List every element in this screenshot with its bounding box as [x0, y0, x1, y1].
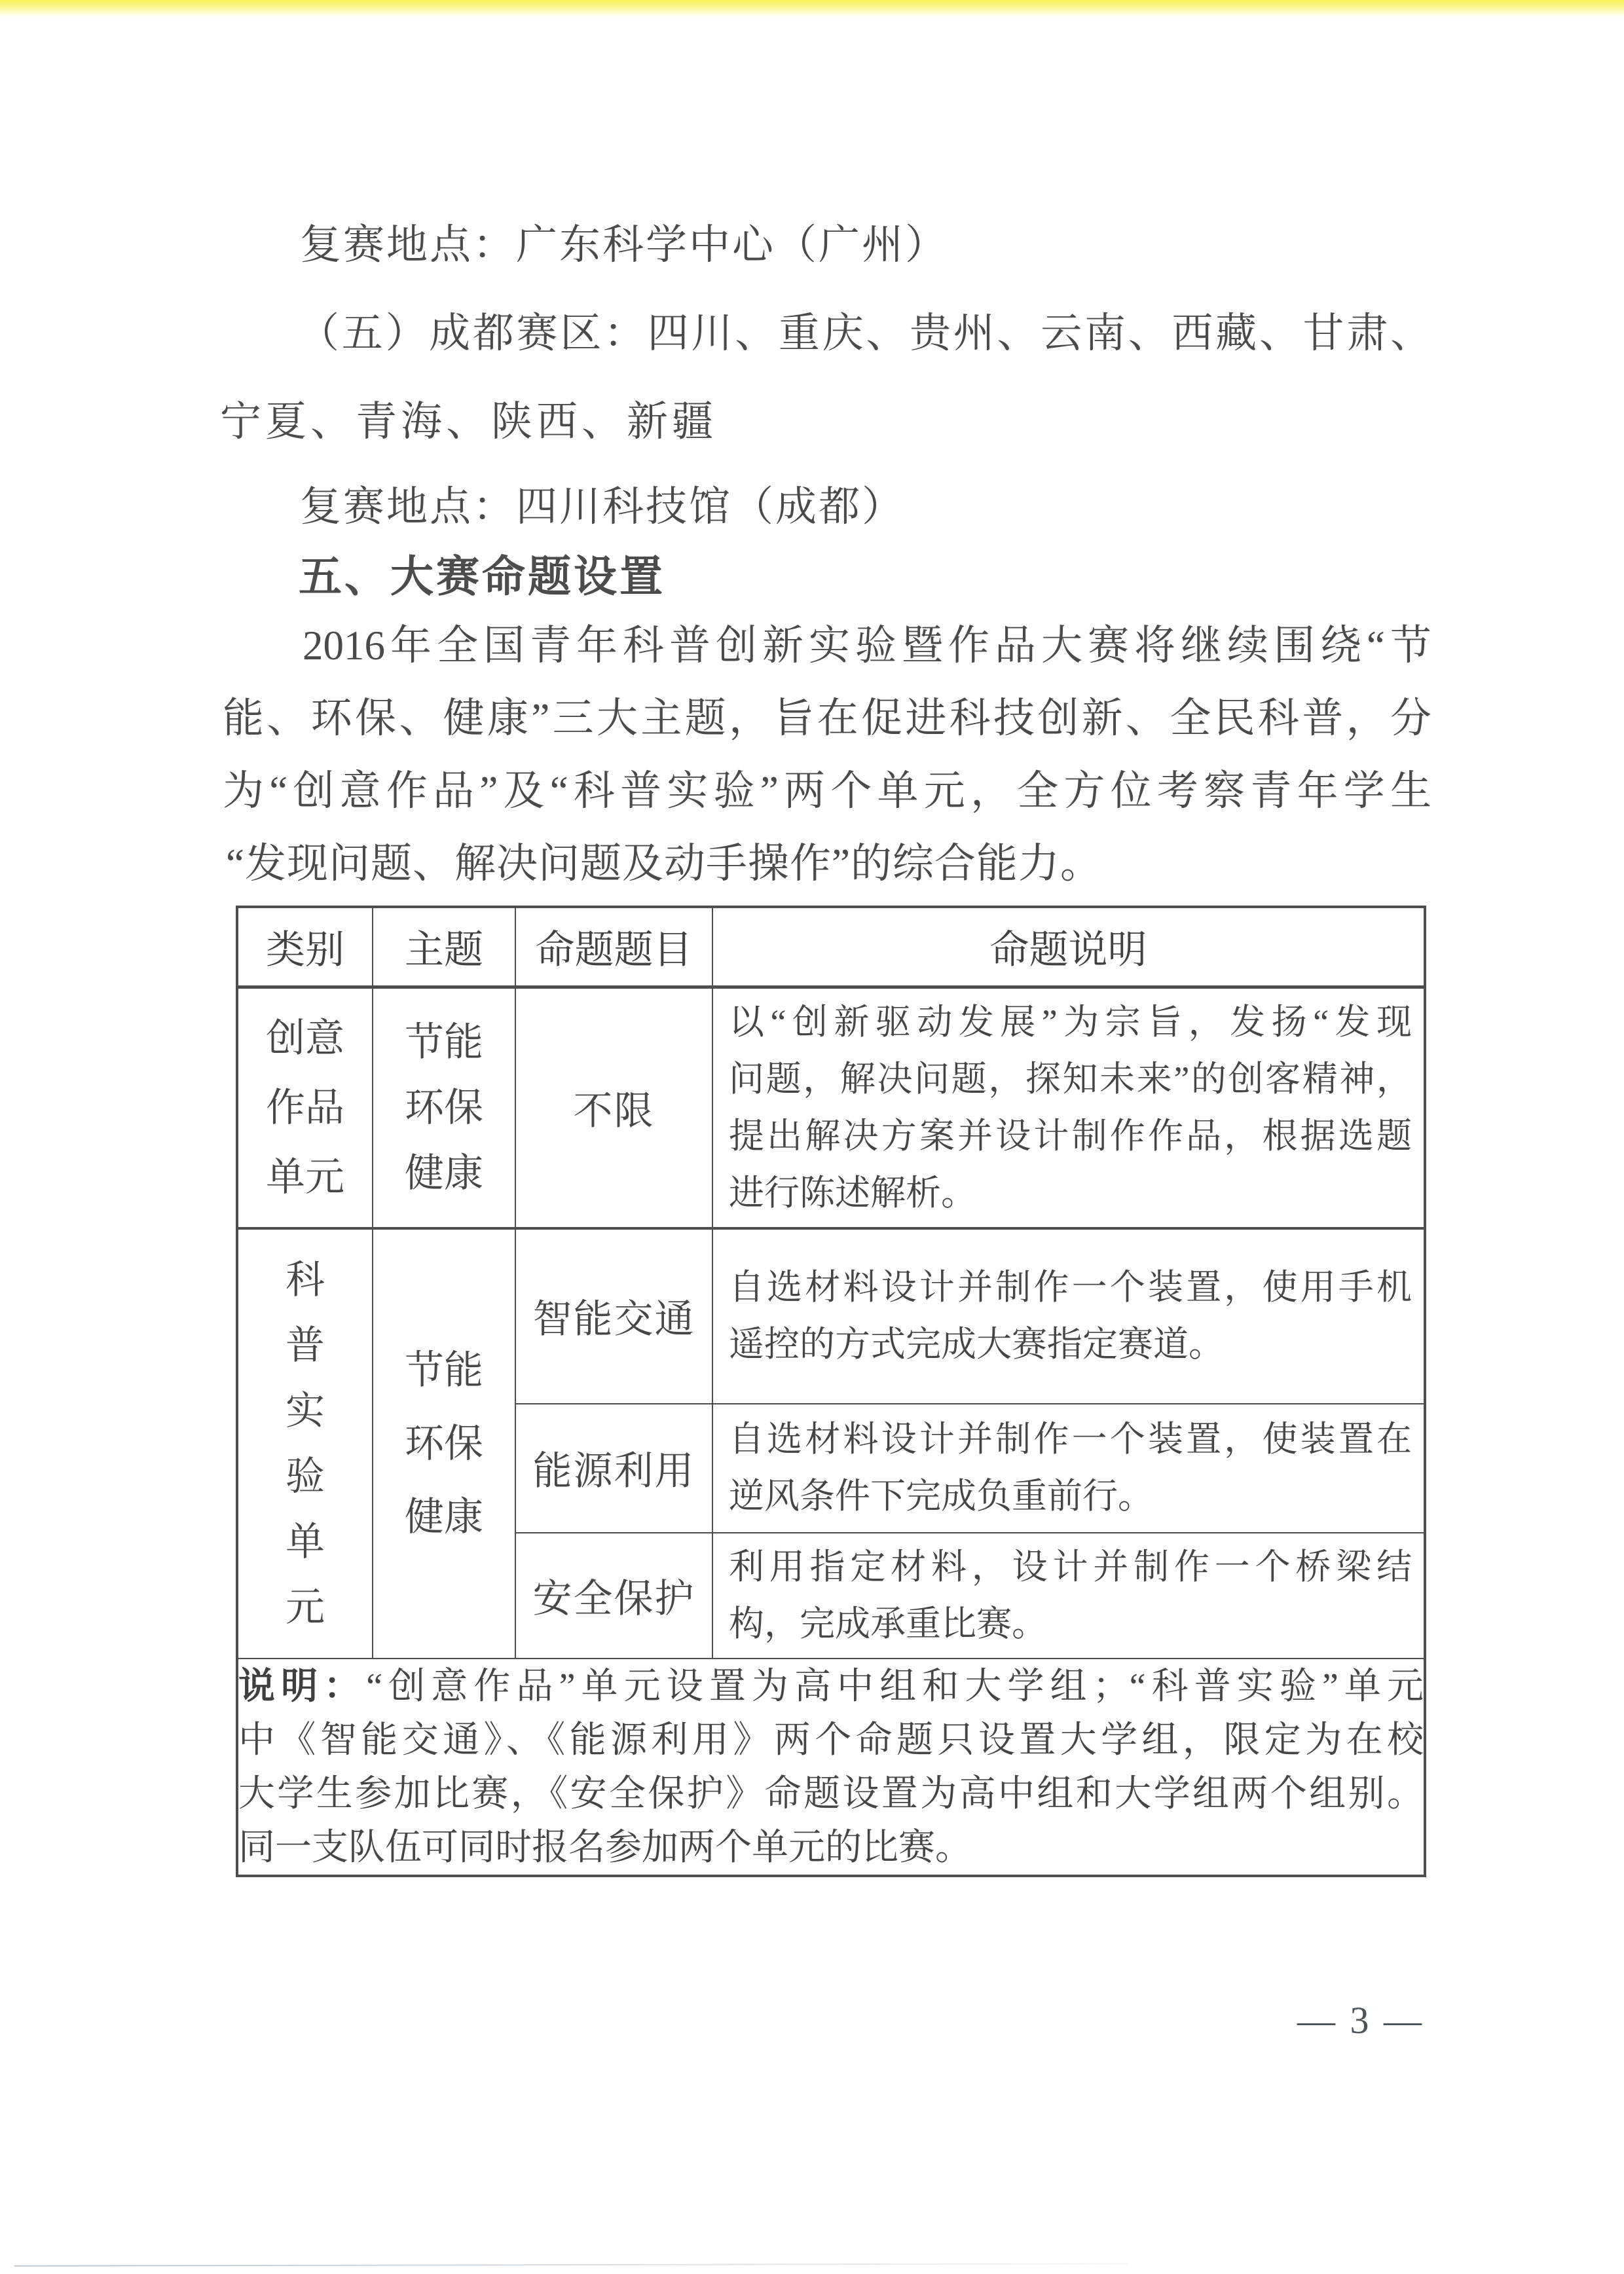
- creative-theme-line: 节能: [405, 1020, 483, 1064]
- note-line: 中《智能交通》、《能源利用》两个命题只设置大学组，限定为在校: [238, 1719, 1424, 1761]
- traffic-topic-cell: [515, 1228, 712, 1404]
- header-cell-category: 类别: [237, 907, 373, 987]
- paragraph-line-1: 2016年全国青年科普创新实验暨作品大赛将继续围绕“节: [303, 623, 1431, 669]
- note-line: 同一支队伍可同时报名参加两个单元的比赛。: [238, 1827, 972, 1868]
- experiment-category-char: 单: [286, 1520, 325, 1564]
- traffic-desc-line: 自选材料设计并制作一个装置，使用手机: [729, 1268, 1412, 1307]
- safety-topic-label: 安全保护: [532, 1577, 695, 1621]
- body-text-line-3: 宁夏、青海、陕西、新疆: [220, 399, 717, 445]
- energy-topic-label: 能源利用: [532, 1450, 695, 1493]
- header-cell-theme: 主题: [373, 907, 515, 987]
- creative-desc-line: 问题，解决问题，探知未来”的创客精神，: [729, 1059, 1412, 1099]
- creative-category-line: 创意: [266, 1016, 344, 1060]
- section-heading: 五、大赛命题设置: [299, 552, 665, 600]
- creative-desc-line: 提出解决方案并设计制作作品，根据选题: [729, 1116, 1412, 1156]
- experiment-category-char: 验: [286, 1454, 325, 1498]
- traffic-topic-label: 智能交通: [532, 1298, 695, 1341]
- scan-top-edge-line: [0, 0, 1624, 17]
- body-text-line-1: 复赛地点：广东科学中心（广州）: [300, 222, 948, 268]
- traffic-desc-cell: [712, 1228, 1425, 1404]
- energy-topic-cell: [515, 1404, 712, 1533]
- note-label: 说明：: [238, 1664, 367, 1706]
- experiment-category-char: 元: [286, 1585, 325, 1629]
- creative-theme-line: 环保: [405, 1086, 483, 1129]
- safety-desc-cell: [712, 1533, 1425, 1659]
- energy-desc-line: 逆风条件下完成负重前行。: [729, 1476, 1153, 1516]
- experiment-category-char: 普: [286, 1323, 325, 1367]
- experiment-category-cell: [237, 1228, 373, 1659]
- scan-bottom-artifact-line: [14, 2263, 1128, 2267]
- safety-topic-cell: [515, 1533, 712, 1659]
- note-line-1-text: “创意作品”单元设置为高中组和大学组；“科普实验”单元: [366, 1666, 1424, 1707]
- creative-category-cell: [237, 987, 373, 1228]
- body-text-line-2: （五）成都赛区：四川、重庆、贵州、云南、西藏、甘肃、: [298, 310, 1431, 356]
- creative-category-line: 单元: [266, 1155, 344, 1199]
- note-row: [237, 1659, 1425, 1876]
- creative-desc-line: 以“创新驱动发展”为宗旨，发扬“发现: [729, 1002, 1412, 1042]
- experiment-theme-line: 健康: [405, 1495, 483, 1539]
- experiment-theme-line: 节能: [405, 1348, 483, 1392]
- creative-theme-line: 健康: [405, 1151, 483, 1195]
- creative-category-line: 作品: [266, 1086, 344, 1129]
- header-cell-topic: 命题题目: [515, 907, 712, 987]
- energy-desc-cell: [712, 1404, 1425, 1533]
- experiment-theme-cell: [373, 1228, 515, 1659]
- creative-desc-line: 进行陈述解析。: [729, 1173, 976, 1213]
- paragraph-line-3: 为“创意作品”及“科普实验”两个单元，全方位考察青年学生: [223, 768, 1431, 814]
- experiment-theme-line: 环保: [405, 1421, 483, 1465]
- energy-desc-line: 自选材料设计并制作一个装置，使装置在: [729, 1420, 1412, 1459]
- note-cell: [237, 1659, 1425, 1876]
- traffic-desc-line: 遥控的方式完成大赛指定赛道。: [729, 1325, 1224, 1364]
- creative-topic-cell: [515, 987, 712, 1228]
- note-line: [238, 1659, 1424, 1714]
- note-line: 大学生参加比赛，《安全保护》命题设置为高中组和大学组两个组别。: [238, 1773, 1424, 1814]
- creative-unit-row: [237, 987, 1425, 1228]
- safety-desc-line: 构，完成承重比赛。: [729, 1604, 1047, 1643]
- paragraph-line-2: 能、环保、健康”三大主题，旨在促进科技创新、全民科普，分: [223, 695, 1431, 741]
- experiment-subrow-traffic: [237, 1228, 1425, 1404]
- body-text-line-4: 复赛地点：四川科技馆（成都）: [300, 484, 905, 530]
- topics-table: [236, 906, 1426, 1877]
- header-cell-description: 命题说明: [712, 907, 1425, 987]
- experiment-category-char: 科: [286, 1258, 325, 1302]
- table-header-row: [237, 907, 1425, 987]
- experiment-category-char: 实: [286, 1389, 325, 1433]
- page-number: — 3 —: [1297, 1999, 1424, 2042]
- creative-theme-cell: [373, 987, 515, 1228]
- creative-topic-label: 不限: [573, 1089, 655, 1133]
- creative-desc-cell: [712, 987, 1425, 1228]
- paragraph-line-4: “发现问题、解决问题及动手操作”的综合能力。: [226, 841, 1102, 887]
- safety-desc-line: 利用指定材料，设计并制作一个桥梁结: [729, 1547, 1412, 1586]
